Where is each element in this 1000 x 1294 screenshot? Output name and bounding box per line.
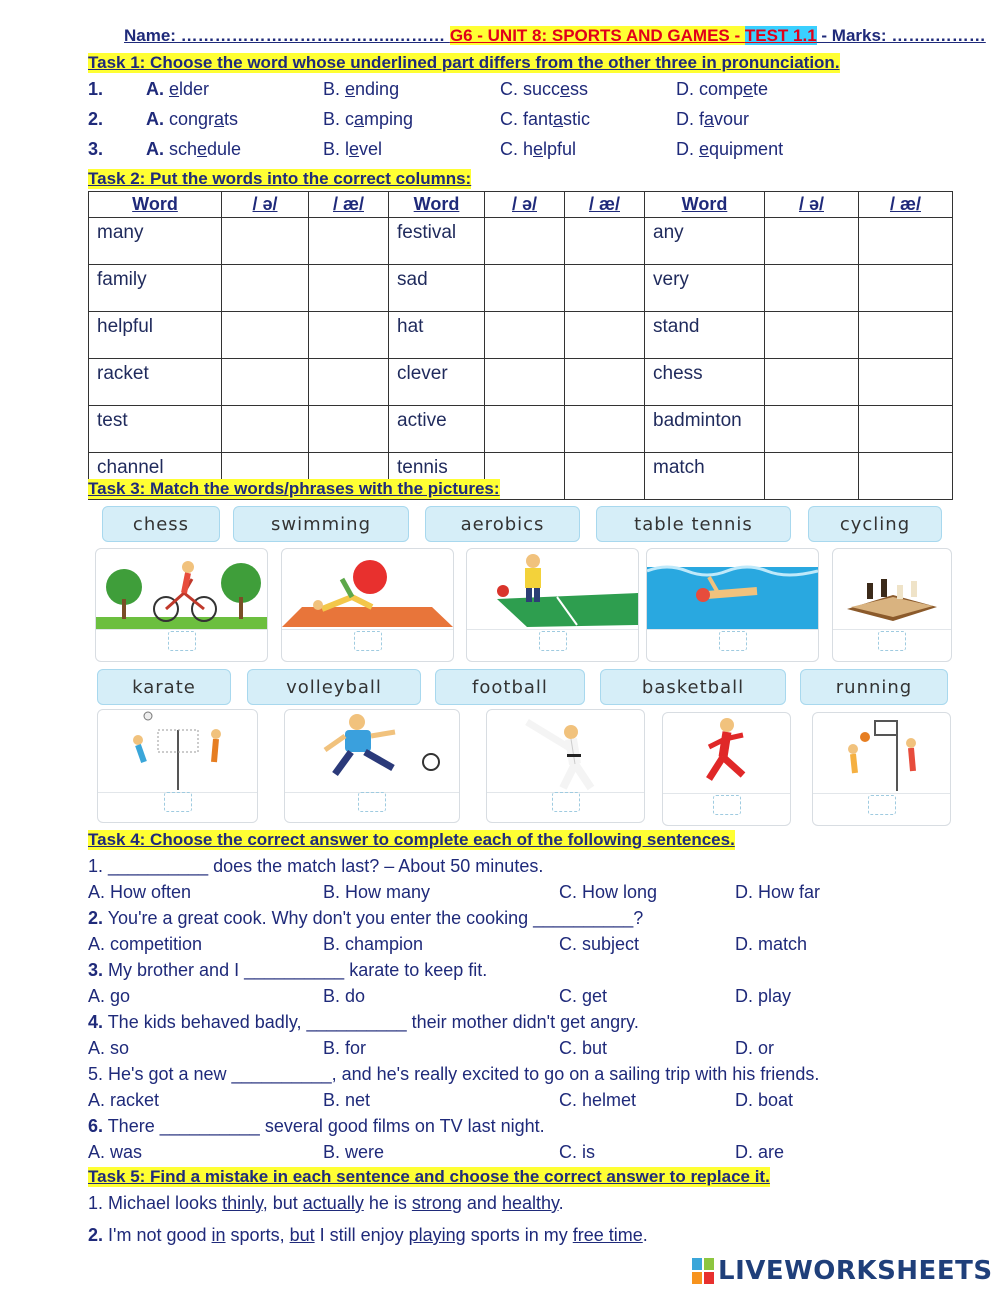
task1-q2-option-d[interactable]: D. favour	[676, 109, 750, 129]
task4-q3-option-c[interactable]: C. get	[559, 986, 608, 1006]
word-cell: family	[89, 265, 222, 312]
drop-box[interactable]	[358, 792, 386, 812]
answer-cell[interactable]	[485, 312, 565, 359]
word-cell: stand	[645, 312, 765, 359]
task1-q3-option-b[interactable]: B. level	[323, 139, 383, 159]
task4-q4-option-c[interactable]: C. but	[559, 1038, 608, 1058]
column-header: Word	[89, 192, 222, 218]
answer-cell[interactable]	[859, 359, 953, 406]
task4-q3-option-b[interactable]: B. do	[323, 986, 366, 1006]
task4-q1-stem: 1. __________ does the match last? – About 50 minutes.	[88, 856, 544, 876]
task1-title: Task 1: Choose the word whose underlined part differs from the other three in pronunciation.	[88, 53, 840, 72]
liveworksheets-logo	[692, 1256, 993, 1286]
task1-q3-option-d[interactable]: D. equipment	[676, 139, 784, 159]
answer-cell[interactable]	[859, 265, 953, 312]
task4-q6-option-c[interactable]: C. is	[559, 1142, 595, 1162]
table-row	[89, 359, 953, 406]
answer-cell[interactable]	[485, 359, 565, 406]
task4-q6-stem: 6. There __________ several good films on TV last night.	[88, 1116, 545, 1136]
chess-illustration	[833, 549, 951, 629]
task1-q1-option-c[interactable]: C. success	[500, 79, 589, 99]
task4-q5-option-b[interactable]: B. net	[323, 1090, 371, 1110]
underlined-option[interactable]: playing	[408, 1225, 466, 1245]
underlined-option[interactable]: free time	[572, 1225, 643, 1245]
answer-cell[interactable]	[222, 218, 309, 265]
underlined-option[interactable]: actually	[302, 1193, 364, 1213]
task5-sentence-1: 1. Michael looks thinly, but actually he is strong and healthy.	[88, 1193, 564, 1213]
underlined-option[interactable]: in	[211, 1225, 226, 1245]
task4-q5-option-a[interactable]: A. racket	[88, 1090, 160, 1110]
worksheet-header	[124, 26, 986, 46]
column-header: / æ/	[309, 192, 389, 218]
column-header: Word	[645, 192, 765, 218]
answer-cell[interactable]	[565, 312, 645, 359]
logo-text: LIVEWORKSHEETS	[718, 1256, 993, 1286]
drop-box[interactable]	[354, 631, 382, 651]
task4-q4-option-b[interactable]: B. for	[323, 1038, 367, 1058]
task1-q2-option-b[interactable]: B. camping	[323, 109, 414, 129]
task4-q1-option-d[interactable]: D. How far	[735, 882, 821, 902]
answer-cell[interactable]	[859, 218, 953, 265]
task4-q5-stem: 5. He's got a new __________, and he's really excited to go on a sailing trip with his friends.	[88, 1064, 820, 1084]
task4-title: Task 4: Choose the correct answer to complete each of the following sentences.	[88, 830, 735, 849]
answer-cell[interactable]	[565, 359, 645, 406]
answer-cell[interactable]	[859, 312, 953, 359]
answer-cell[interactable]	[565, 453, 645, 500]
task1-q3-option-c[interactable]: C. helpful	[500, 139, 577, 159]
word-cell: channel	[89, 453, 222, 500]
underlined-option[interactable]: strong	[411, 1193, 462, 1213]
word-cell: sad	[389, 265, 485, 312]
drop-box[interactable]	[164, 792, 192, 812]
task4-q5-option-d[interactable]: D. boat	[735, 1090, 794, 1110]
word-cell: helpful	[89, 312, 222, 359]
column-header: / ə/	[485, 192, 565, 218]
answer-cell[interactable]	[485, 218, 565, 265]
word-cell: hat	[389, 312, 485, 359]
answer-cell[interactable]	[765, 453, 859, 500]
answer-cell[interactable]	[309, 312, 389, 359]
table-row	[89, 265, 953, 312]
column-header: / ə/	[222, 192, 309, 218]
word-chip-karate[interactable]: karate	[97, 669, 231, 705]
word-chip-volleyball[interactable]: volleyball	[247, 669, 421, 705]
task4-q5-option-c[interactable]: C. helmet	[559, 1090, 637, 1110]
word-cell: racket	[89, 359, 222, 406]
task1-q3-number: 3.	[88, 139, 104, 159]
word-chip-basketball[interactable]: basketball	[600, 669, 786, 705]
answer-cell[interactable]	[485, 406, 565, 453]
drop-box[interactable]	[719, 631, 747, 651]
task1-q2-option-c[interactable]: C. fantastic	[500, 109, 591, 129]
task4-q3-stem: 3. My brother and I __________ karate to keep fit.	[88, 960, 488, 980]
table-row	[89, 218, 953, 265]
word-chip-aerobics[interactable]: aerobics	[425, 506, 580, 542]
word-cell: chess	[645, 359, 765, 406]
word-cell: clever	[389, 359, 485, 406]
word-chip-football[interactable]: football	[435, 669, 585, 705]
karate-illustration	[487, 710, 644, 792]
task4-q4-stem: 4. The kids behaved badly, __________ their mother didn't get angry.	[88, 1012, 639, 1032]
answer-cell[interactable]	[859, 406, 953, 453]
swimming-illustration	[647, 549, 818, 629]
answer-cell[interactable]	[485, 265, 565, 312]
table-row	[89, 406, 953, 453]
column-header: Word	[389, 192, 485, 218]
task4-q1-option-b[interactable]: B. How many	[323, 882, 431, 902]
drop-box[interactable]	[713, 795, 741, 815]
table-header-row	[89, 192, 953, 218]
aerobics-illustration	[282, 549, 453, 629]
task5-sentence-2: 2. I'm not good in sports, but I still enjoy playing sports in my free time.	[88, 1225, 648, 1245]
task3-title: Task 3: Match the words/phrases with the pictures:	[88, 479, 500, 498]
word-cell: many	[89, 218, 222, 265]
underlined-option[interactable]: thinly	[222, 1193, 263, 1213]
picture-card-volleyball	[97, 709, 258, 823]
word-chip-table-tennis[interactable]: table tennis	[596, 506, 791, 542]
column-header: / æ/	[859, 192, 953, 218]
task4-q6-option-b[interactable]: B. were	[323, 1142, 385, 1162]
task4-q3-option-d[interactable]: D. play	[735, 986, 792, 1006]
answer-cell[interactable]	[765, 312, 859, 359]
column-header: / æ/	[565, 192, 645, 218]
liveworksheets-badge-icon	[692, 1258, 714, 1284]
task1-q1-option-d[interactable]: D. compete	[676, 79, 769, 99]
task4-q1-option-a[interactable]: A. How often	[88, 882, 192, 902]
task4-q2-option-c[interactable]: C. subject	[559, 934, 640, 954]
basketball-illustration	[813, 713, 950, 793]
volleyball-illustration	[98, 710, 257, 792]
task1-q1-number: 1.	[88, 79, 104, 99]
picture-card-running	[662, 712, 791, 826]
task1-q2-option-a[interactable]: A. congrats	[146, 109, 239, 129]
picture-card-table-tennis	[466, 548, 639, 662]
answer-cell[interactable]	[765, 218, 859, 265]
marks-label: - Marks: ……..………	[816, 26, 986, 45]
answer-cell[interactable]	[765, 359, 859, 406]
unit-title: G6 - UNIT 8: SPORTS AND GAMES -	[449, 26, 745, 45]
answer-cell[interactable]	[222, 265, 309, 312]
answer-cell[interactable]	[309, 359, 389, 406]
drop-box[interactable]	[878, 631, 906, 651]
picture-card-aerobics	[281, 548, 454, 662]
answer-cell[interactable]	[565, 265, 645, 312]
word-cell: active	[389, 406, 485, 453]
word-cell: very	[645, 265, 765, 312]
words-table	[88, 191, 953, 500]
task4-q2-option-a[interactable]: A. competition	[88, 934, 203, 954]
picture-card-cycling	[95, 548, 268, 662]
task4-q4-option-d[interactable]: D. or	[735, 1038, 775, 1058]
underlined-option[interactable]: healthy	[501, 1193, 559, 1213]
drop-box[interactable]	[868, 795, 896, 815]
word-cell: any	[645, 218, 765, 265]
task4-q4-option-a[interactable]: A. so	[88, 1038, 130, 1058]
picture-card-swimming	[646, 548, 819, 662]
task4-q6-option-a[interactable]: A. was	[88, 1142, 143, 1162]
answer-cell[interactable]	[222, 406, 309, 453]
picture-card-basketball	[812, 712, 951, 826]
football-illustration	[285, 710, 459, 792]
task4-q2-stem: 2. You're a great cook. Why don't you enter the cooking __________?	[88, 908, 644, 928]
word-cell: festival	[389, 218, 485, 265]
answer-cell[interactable]	[859, 453, 953, 500]
task4-q6-option-d[interactable]: D. are	[735, 1142, 785, 1162]
task5-title: Task 5: Find a mistake in each sentence and choose the correct answer to replace it.	[88, 1167, 770, 1186]
running-illustration	[663, 713, 790, 793]
answer-cell[interactable]	[565, 218, 645, 265]
answer-cell[interactable]	[309, 218, 389, 265]
picture-card-karate	[486, 709, 645, 823]
answer-cell[interactable]	[565, 406, 645, 453]
answer-cell[interactable]	[765, 406, 859, 453]
word-chip-cycling[interactable]: cycling	[808, 506, 942, 542]
table-row	[89, 312, 953, 359]
answer-cell[interactable]	[765, 265, 859, 312]
task4-q2-option-d[interactable]: D. match	[735, 934, 808, 954]
underlined-option[interactable]: but	[289, 1225, 315, 1245]
word-cell: tennis	[389, 453, 485, 500]
column-header: / ə/	[765, 192, 859, 218]
answer-cell[interactable]	[309, 406, 389, 453]
task1-q3-option-a[interactable]: A. schedule	[146, 139, 242, 159]
answer-cell[interactable]	[309, 265, 389, 312]
word-cell: match	[645, 453, 765, 500]
word-chip-swimming[interactable]: swimming	[233, 506, 409, 542]
word-chip-chess[interactable]: chess	[102, 506, 220, 542]
task2-title: Task 2: Put the words into the correct columns:	[88, 169, 472, 188]
task4-q2-option-b[interactable]: B. champion	[323, 934, 424, 954]
cycling-illustration	[96, 549, 267, 629]
drop-box[interactable]	[552, 792, 580, 812]
task1-q1-option-a[interactable]: A. elder	[146, 79, 210, 99]
task4-q3-option-a[interactable]: A. go	[88, 986, 131, 1006]
table-tennis-illustration	[467, 549, 638, 629]
answer-cell[interactable]	[222, 312, 309, 359]
word-cell: badminton	[645, 406, 765, 453]
word-cell: test	[89, 406, 222, 453]
task1-q1-option-b[interactable]: B. ending	[323, 79, 400, 99]
picture-card-football	[284, 709, 460, 823]
picture-card-chess	[832, 548, 952, 662]
task1-q2-number: 2.	[88, 109, 104, 129]
drop-box[interactable]	[539, 631, 567, 651]
word-chip-running[interactable]: running	[800, 669, 948, 705]
task4-q1-option-c[interactable]: C. How long	[559, 882, 658, 902]
drop-box[interactable]	[168, 631, 196, 651]
name-field-label: Name: ………………………………..………	[124, 26, 450, 45]
test-label: TEST 1.1	[744, 26, 817, 45]
answer-cell[interactable]	[222, 359, 309, 406]
